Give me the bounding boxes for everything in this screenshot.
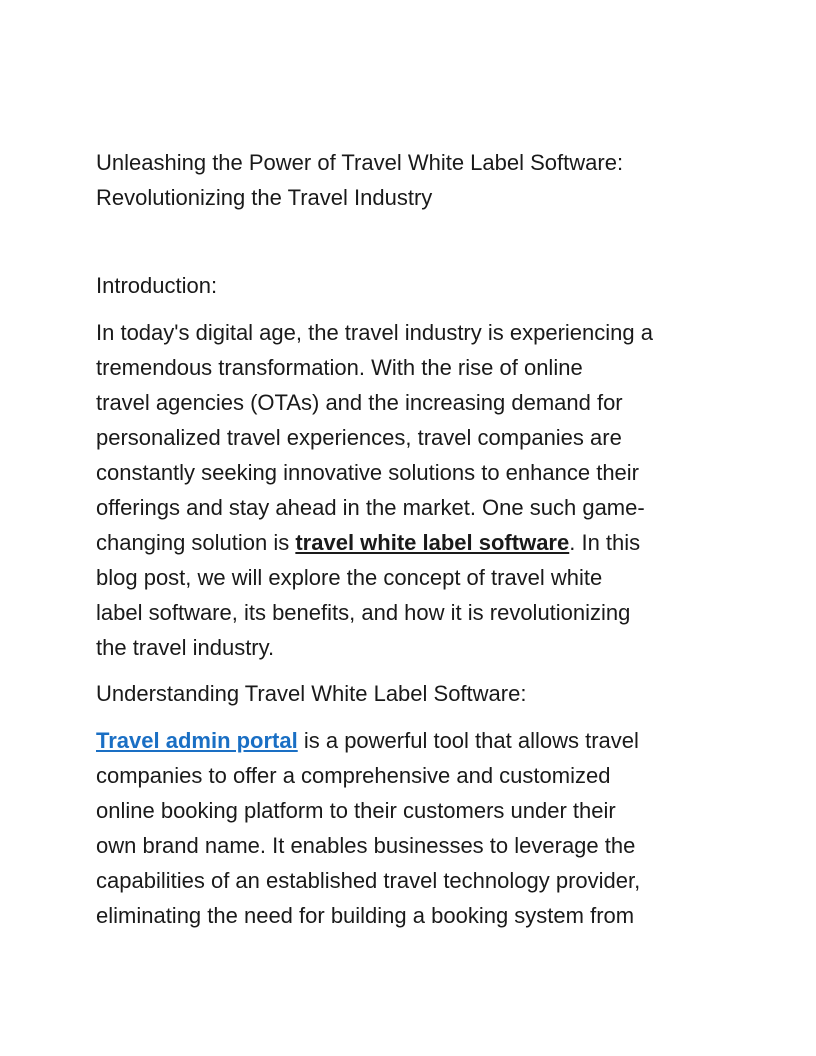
understanding-paragraph xyxy=(96,723,736,933)
paragraph-line: capabilities of an established travel technology provider, xyxy=(96,868,641,893)
paragraph-line: personalized travel experiences, travel companies are xyxy=(96,425,622,450)
link-suffix-text: . In this xyxy=(569,530,641,555)
paragraph-line: In today's digital age, the travel industry is experiencing a xyxy=(96,320,653,345)
paragraph-line: tremendous transformation. With the rise of online xyxy=(96,355,583,380)
document-title xyxy=(96,146,736,216)
paragraph-line: own brand name. It enables businesses to leverage the xyxy=(96,833,636,858)
document-page xyxy=(96,0,736,1056)
paragraph-line: blog post, we will explore the concept of travel white xyxy=(96,565,603,590)
link-suffix-text: is a powerful tool that allows travel xyxy=(297,728,639,753)
understanding-heading: Understanding Travel White Label Software: xyxy=(96,681,527,706)
paragraph-line: label software, its benefits, and how it is revolutionizing xyxy=(96,600,631,625)
paragraph-line: companies to offer a comprehensive and customized xyxy=(96,763,611,788)
paragraph-line: travel agencies (OTAs) and the increasing demand for xyxy=(96,390,623,415)
paragraph-line: the travel industry. xyxy=(96,635,275,660)
paragraph-line: online booking platform to their customers under their xyxy=(96,798,616,823)
travel-admin-portal-link[interactable]: Travel admin portal xyxy=(96,728,298,753)
paragraph-line-with-link xyxy=(96,723,736,758)
paragraph-line: eliminating the need for building a booking system from xyxy=(96,903,635,928)
introduction-heading: Introduction: xyxy=(96,273,218,298)
title-line: Unleashing the Power of Travel White Label Software: xyxy=(96,150,624,175)
link-prefix-text: changing solution is xyxy=(96,530,296,555)
title-line: Revolutionizing the Travel Industry xyxy=(96,185,433,210)
paragraph-line: constantly seeking innovative solutions to enhance their xyxy=(96,460,640,485)
travel-white-label-software-link[interactable]: travel white label software xyxy=(295,530,570,555)
paragraph-line-with-link xyxy=(96,525,736,560)
introduction-paragraph xyxy=(96,315,736,665)
paragraph-line: offerings and stay ahead in the market. One such game- xyxy=(96,495,645,520)
